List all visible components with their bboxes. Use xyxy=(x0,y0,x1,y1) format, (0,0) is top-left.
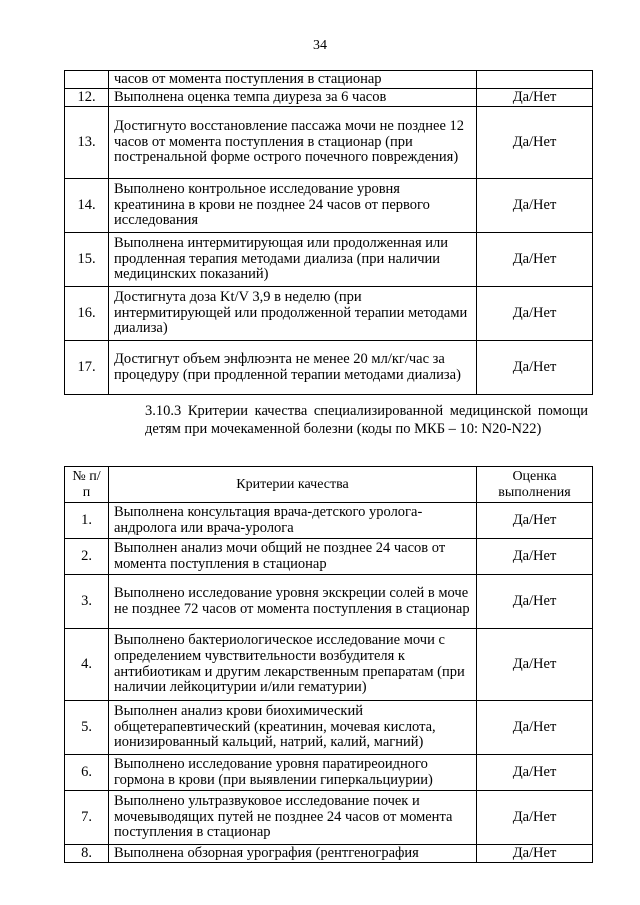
criterion-cell: Выполнена обзорная урография (рентгенография xyxy=(109,845,477,863)
header-number: № п/п xyxy=(65,467,109,503)
table-row xyxy=(65,71,593,89)
table-row xyxy=(65,791,593,845)
criterion-cell: Достигнут объем энфлюэнта не менее 20 мл/кг/час за процедуру (при продленной терапии методами диализа) xyxy=(109,341,477,395)
assessment-cell xyxy=(477,71,593,89)
assessment-cell: Да/Нет xyxy=(477,503,593,539)
assessment-cell: Да/Нет xyxy=(477,107,593,179)
table-row xyxy=(65,341,593,395)
header-assessment: Оценка выполнения xyxy=(477,467,593,503)
criterion-cell: Выполнен анализ мочи общий не позднее 24 часов от момента поступления в стационар xyxy=(109,539,477,575)
assessment-cell: Да/Нет xyxy=(477,341,593,395)
criterion-cell: Выполнено ультразвуковое исследование почек и мочевыводящих путей не позднее 24 часов от момента поступления в стационар xyxy=(109,791,477,845)
row-number-cell: 14. xyxy=(65,179,109,233)
quality-criteria-table xyxy=(64,466,593,863)
criterion-cell: Выполнена консультация врача-детского уролога-андролога или врача-уролога xyxy=(109,503,477,539)
row-number-cell: 7. xyxy=(65,791,109,845)
assessment-cell: Да/Нет xyxy=(477,233,593,287)
row-number-cell: 17. xyxy=(65,341,109,395)
table-row xyxy=(65,89,593,107)
assessment-cell: Да/Нет xyxy=(477,179,593,233)
assessment-cell: Да/Нет xyxy=(477,629,593,701)
table-row xyxy=(65,845,593,863)
assessment-cell: Да/Нет xyxy=(477,89,593,107)
criterion-cell: Достигнута доза Kt/V 3,9 в неделю (при интермитирующей или продолженной терапии методами диализа) xyxy=(109,287,477,341)
table-header-row xyxy=(65,467,593,503)
table-row xyxy=(65,107,593,179)
row-number-cell: 8. xyxy=(65,845,109,863)
assessment-cell: Да/Нет xyxy=(477,575,593,629)
assessment-cell: Да/Нет xyxy=(477,791,593,845)
row-number-cell: 3. xyxy=(65,575,109,629)
header-criterion: Критерии качества xyxy=(109,467,477,503)
row-number-cell: 4. xyxy=(65,629,109,701)
row-number-cell: 16. xyxy=(65,287,109,341)
criterion-cell: Выполнено бактериологическое исследование мочи с определением чувствительности возбудителя к антибиотикам и другим лекарственным препаратам (при наличии лейкоцитурии и/или гематурии) xyxy=(109,629,477,701)
row-number-cell: 12. xyxy=(65,89,109,107)
table-row xyxy=(65,701,593,755)
table-row xyxy=(65,179,593,233)
criterion-cell: Выполнена оценка темпа диуреза за 6 часов xyxy=(109,89,477,107)
assessment-cell: Да/Нет xyxy=(477,845,593,863)
table-row xyxy=(65,539,593,575)
assessment-cell: Да/Нет xyxy=(477,539,593,575)
table-row xyxy=(65,287,593,341)
table-row xyxy=(65,503,593,539)
table-row xyxy=(65,575,593,629)
row-number-cell: 13. xyxy=(65,107,109,179)
row-number-cell: 1. xyxy=(65,503,109,539)
section-heading: 3.10.3 Критерии качества специализированной медицинской помощи детям при мочекаменной болезни (коды по МКБ – 10: N20-N22) xyxy=(145,403,588,437)
criterion-cell: часов от момента поступления в стационар xyxy=(109,71,477,89)
criterion-cell: Выполнено исследование уровня паратиреоидного гормона в крови (при выявлении гиперкальциурии) xyxy=(109,755,477,791)
assessment-cell: Да/Нет xyxy=(477,701,593,755)
row-number-cell: 5. xyxy=(65,701,109,755)
table-row xyxy=(65,629,593,701)
table-row xyxy=(65,755,593,791)
criterion-cell: Выполнен анализ крови биохимический общетерапевтический (креатинин, мочевая кислота, ионизированный кальций, натрий, калий, магний) xyxy=(109,701,477,755)
criterion-cell: Выполнено исследование уровня экскреции солей в моче не позднее 72 часов от момента поступления в стационар xyxy=(109,575,477,629)
row-number-cell: 15. xyxy=(65,233,109,287)
criterion-cell: Достигнуто восстановление пассажа мочи не позднее 12 часов от момента поступления в стационар (при постренальной форме острого почечного повреждения) xyxy=(109,107,477,179)
criterion-cell: Выполнена интермитирующая или продолженная или продленная терапия методами диализа (при наличии медицинских показаний) xyxy=(109,233,477,287)
row-number-cell: 6. xyxy=(65,755,109,791)
assessment-cell: Да/Нет xyxy=(477,287,593,341)
criterion-cell: Выполнено контрольное исследование уровня креатинина в крови не позднее 24 часов от первого исследования xyxy=(109,179,477,233)
page-number: 34 xyxy=(313,38,327,53)
row-number-cell: 2. xyxy=(65,539,109,575)
row-number-cell xyxy=(65,71,109,89)
assessment-cell: Да/Нет xyxy=(477,755,593,791)
table-row xyxy=(65,233,593,287)
quality-criteria-table-continued xyxy=(64,70,593,395)
